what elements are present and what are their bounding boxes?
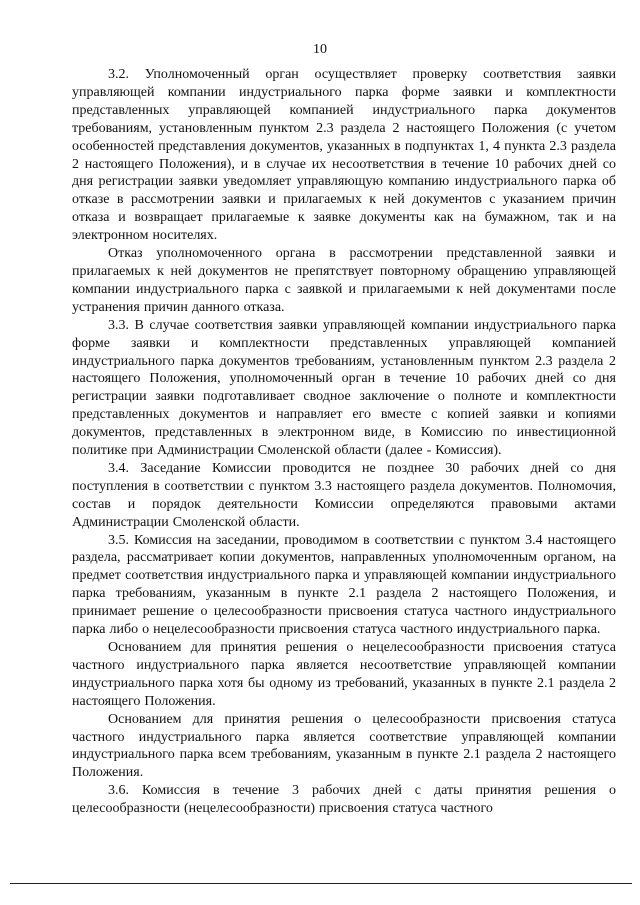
page-bottom-rule [10, 883, 632, 884]
paragraph-3-2: 3.2. Уполномоченный орган осуществляет проверку соответствия заявки управляющей компании индустриального парка форме заявки и комплектности представленных управляющей компанией индустриального парка документов требованиям, установленным пунктом 2.3 раздела 2 настоящего Положения (с учетом особенностей представления документов, указанных в подпунктах 1, 4 пункта 2.3 раздела 2 настоящего Положения), и в случае их несоответствия в течение 10 рабочих дней со дня регистрации заявки уведомляет управляющую компанию индустриального парка об отказе в рассмотрении заявки и прилагаемых к ней документов с указанием причин отказа и возвращает прилагаемые к заявке документы как на бумажном, так и на электронном носителях. [72, 67, 616, 244]
paragraph-refusal-note: Отказ уполномоченного органа в рассмотрении представленной заявки и прилагаемых к ней документов не препятствует повторному обращению управляющей компании индустриального парка с заявкой и прилагаемыми к ней документами после устранения причин данного отказа. [72, 246, 616, 315]
paragraph-3-5: 3.5. Комиссия на заседании, проводимом в соответствии с пунктом 3.4 настоящего раздела, рассматривает копии документов, направленных уполномоченным органом, на предмет соответствия индустриального парка и управляющей компании индустриального парка требованиям, указанным в пункте 2.1 раздела 2 настоящего Положения, и принимает решение о целесообразности присвоения статуса частного индустриального парка либо о нецелесообразности присвоения статуса частного индустриального парка. [72, 532, 616, 638]
page-number: 10 [313, 42, 327, 57]
paragraph-3-6: 3.6. Комиссия в течение 3 рабочих дней с даты принятия решения о целесообразности (нецелесообразности) присвоения статуса частного [72, 783, 616, 817]
paragraph-expediency-basis: Основанием для принятия решения о целесообразности присвоения статуса частного индустриального парка является соответствие управляющей компании индустриального парка всем требованиям, указанным в пункте 2.1 раздела 2 настоящего Положения. [72, 711, 616, 781]
paragraph-3-4: 3.4. Заседание Комиссии проводится не позднее 30 рабочих дней со дня поступления в соответствии с пунктом 3.3 настоящего раздела документов. Полномочия, состав и порядок деятельности Комиссии определяются правовыми актами Администрации Смоленской области. [72, 460, 616, 530]
paragraph-3-3: 3.3. В случае соответствия заявки управляющей компании индустриального парка форме заявки и комплектности представленных управляющей компанией индустриального парка документов требованиям, установленным пунктом 2.3 раздела 2 настоящего Положения, уполномоченный орган в течение 10 рабочих дней со дня регистрации заявки подготавливает сводное заключение о полноте и комплектности представленных документов и направляет его вместе с копией заявки и копиями документов, представленных в электронном виде, в Комиссию по инвестиционной политике при Администрации Смоленской области (далее - Комиссия). [72, 317, 616, 459]
paragraph-inexpediency-basis: Основанием для принятия решения о нецелесообразности присвоения статуса частного индустриального парка является несоответствие управляющей компании индустриального парка хотя бы одному из требований, указанных в пункте 2.1 раздела 2 настоящего Положения. [72, 640, 616, 709]
document-body [72, 66, 616, 818]
